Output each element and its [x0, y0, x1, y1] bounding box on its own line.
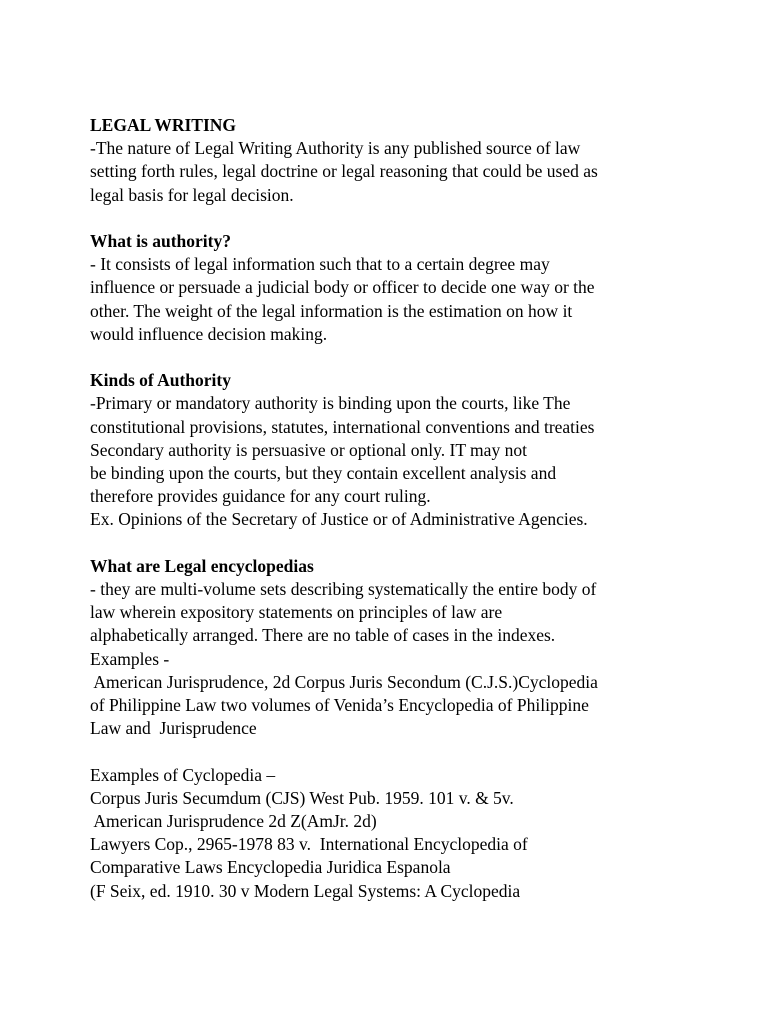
- document-page: [90, 114, 690, 903]
- section-what-is-authority: [90, 230, 690, 346]
- paragraph-gap: [90, 740, 690, 763]
- paragraph-line: influence or persuade a judicial body or officer to decide one way or the: [90, 277, 595, 298]
- section-legal-encyclopedias: [90, 555, 690, 741]
- paragraph-line: Examples of Cyclopedia –: [90, 764, 276, 785]
- heading-kinds-of-authority: Kinds of Authority: [90, 370, 231, 391]
- paragraph-line: American Jurisprudence, 2d Corpus Juris Secondum (C.J.S.)Cyclopedia: [90, 671, 598, 692]
- paragraph-gap: [90, 346, 690, 369]
- paragraph-line: Law and Jurisprudence: [90, 718, 257, 739]
- paragraph-line: Secondary authority is persuasive or optional only. IT may not: [90, 439, 527, 460]
- paragraph-line: setting forth rules, legal doctrine or legal reasoning that could be used as: [90, 161, 598, 182]
- paragraph-line: (F Seix, ed. 1910. 30 v Modern Legal Systems: A Cyclopedia: [90, 880, 521, 901]
- paragraph-line: -The nature of Legal Writing Authority is any published source of law: [90, 138, 581, 159]
- paragraph-line: Comparative Laws Encyclopedia Juridica Espanola: [90, 857, 451, 878]
- section-examples-of-cyclopedia: [90, 764, 690, 903]
- paragraph-line: - It consists of legal information such that to a certain degree may: [90, 254, 550, 275]
- paragraph-line: -Primary or mandatory authority is binding upon the courts, like The: [90, 393, 571, 414]
- paragraph-line: American Jurisprudence 2d Z(AmJr. 2d): [90, 811, 377, 832]
- paragraph-line: alphabetically arranged. There are no table of cases in the indexes.: [90, 625, 556, 646]
- paragraph-line: of Philippine Law two volumes of Venida’s Encyclopedia of Philippine: [90, 695, 589, 716]
- heading-what-is-authority: What is authority?: [90, 231, 231, 251]
- paragraph-line: therefore provides guidance for any court ruling.: [90, 486, 431, 507]
- paragraph-line: legal basis for legal decision.: [90, 184, 294, 205]
- paragraph-gap: [90, 532, 690, 555]
- paragraph-line: other. The weight of the legal information is the estimation on how it: [90, 300, 573, 321]
- heading-legal-encyclopedias: What are Legal encyclopedias: [90, 555, 314, 576]
- paragraph-line: would influence decision making.: [90, 323, 328, 344]
- paragraph-line: Examples -: [90, 648, 170, 669]
- heading-legal-writing: LEGAL WRITING: [90, 115, 237, 135]
- section-legal-writing: [90, 114, 690, 207]
- paragraph-line: Corpus Juris Secumdum (CJS) West Pub. 1959. 101 v. & 5v.: [90, 787, 514, 808]
- paragraph-line: constitutional provisions, statutes, international conventions and treaties: [90, 416, 595, 437]
- paragraph-line: - they are multi-volume sets describing systematically the entire body of: [90, 579, 597, 600]
- paragraph-line: Ex. Opinions of the Secretary of Justice or of Administrative Agencies.: [90, 509, 588, 530]
- paragraph-gap: [90, 207, 690, 230]
- section-kinds-of-authority: [90, 369, 690, 531]
- paragraph-line: law wherein expository statements on principles of law are: [90, 602, 503, 623]
- paragraph-line: Lawyers Cop., 2965-1978 83 v. International Encyclopedia of: [90, 834, 528, 855]
- paragraph-line: be binding upon the courts, but they contain excellent analysis and: [90, 463, 557, 484]
